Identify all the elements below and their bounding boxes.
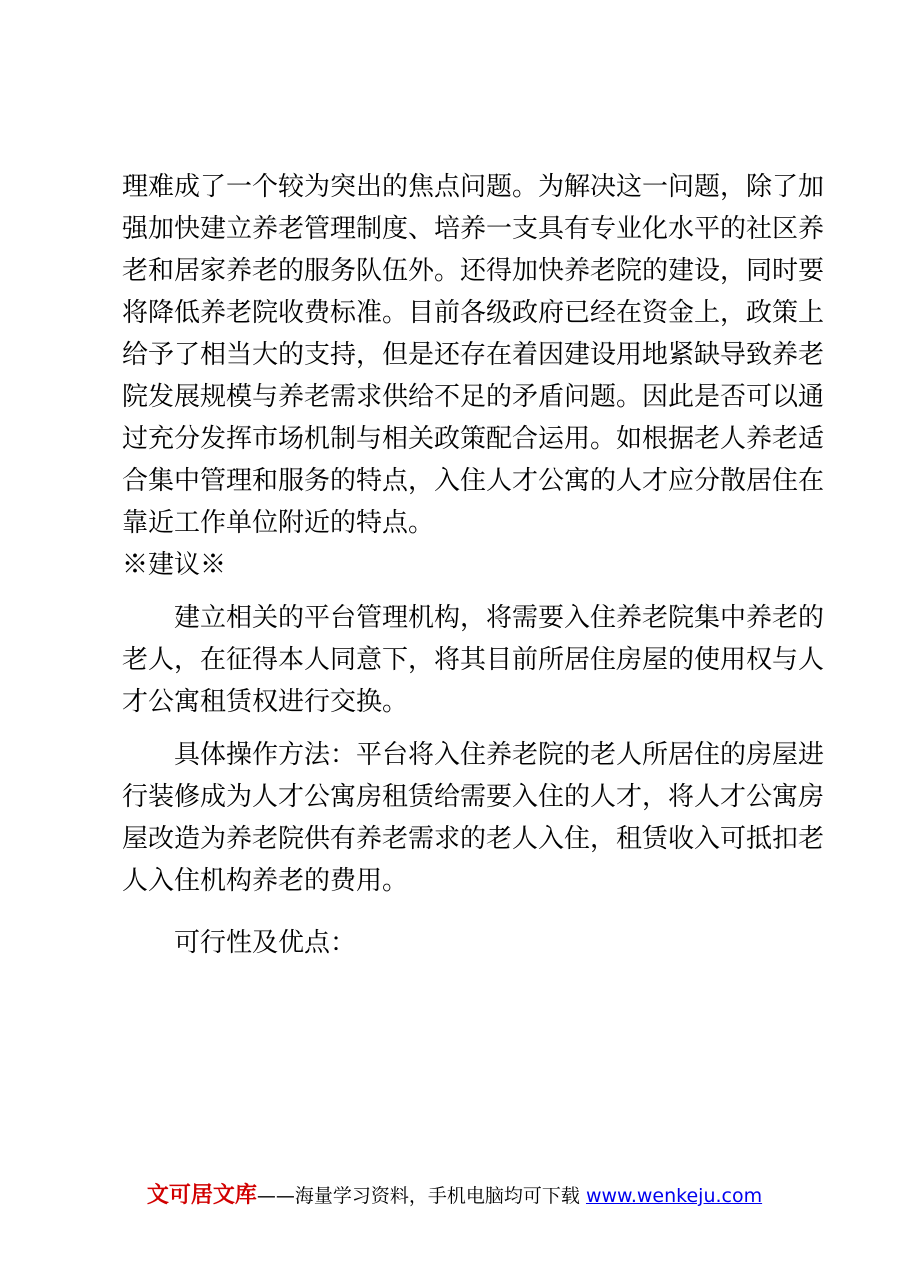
paragraph-line: 将降低养老院收费标准。目前各级政府已经在资金上，政策上: [122, 298, 825, 328]
paragraph-line: 行装修成为人才公寓房租赁给需要入住的人才，将人才公寓房: [122, 782, 825, 812]
paragraph-line: 老和居家养老的服务队伍外。还得加快养老院的建设，同时要: [122, 256, 825, 286]
brand-name: 文可居文库: [146, 1183, 257, 1208]
section-heading-suggestion: ※建议※: [122, 550, 227, 580]
paragraph-line: 可行性及优点：: [174, 928, 357, 958]
paragraph-line: 具体操作方法：平台将入住养老院的老人所居住的房屋进: [174, 740, 825, 770]
document-body: [122, 166, 825, 964]
paragraph-line: 理难成了一个较为突出的焦点问题。为解决这一问题，除了加: [122, 172, 825, 202]
paragraph-4: [122, 922, 782, 964]
paragraph-line: 院发展规模与养老需求供给不足的矛盾问题。因此是否可以通: [122, 382, 825, 412]
paragraph-line: 给予了相当大的支持，但是还存在着因建设用地紧缺导致养老: [122, 340, 825, 370]
paragraph-line: 建立相关的平台管理机构，将需要入住养老院集中养老的: [174, 603, 825, 633]
paragraph-line: 靠近工作单位附近的特点。: [122, 508, 435, 538]
footer-tagline: ——海量学习资料，手机电脑均可下载: [256, 1185, 580, 1207]
paragraph-2: [122, 597, 825, 723]
paragraph-line: 人入住机构养老的费用。: [122, 866, 409, 896]
paragraph-line: 才公寓租赁权进行交换。: [122, 687, 409, 717]
paragraph-3: [122, 734, 825, 902]
paragraph-line: 老人，在征得本人同意下，将其目前所居住房屋的使用权与人: [122, 645, 825, 675]
paragraph-line: 过充分发挥市场机制与相关政策配合运用。如根据老人养老适: [122, 424, 825, 454]
paragraph-line: 强加快建立养老管理制度、培养一支具有专业化水平的社区养: [122, 214, 825, 244]
paragraph-line: 合集中管理和服务的特点，入住人才公寓的人才应分散居住在: [122, 466, 825, 496]
site-link[interactable]: www.wenkeju.com: [585, 1185, 763, 1207]
footer-banner: [0, 1180, 909, 1212]
paragraph-line: 屋改造为养老院供有养老需求的老人入住，租赁收入可抵扣老: [122, 824, 825, 854]
paragraph-1: [122, 166, 825, 544]
